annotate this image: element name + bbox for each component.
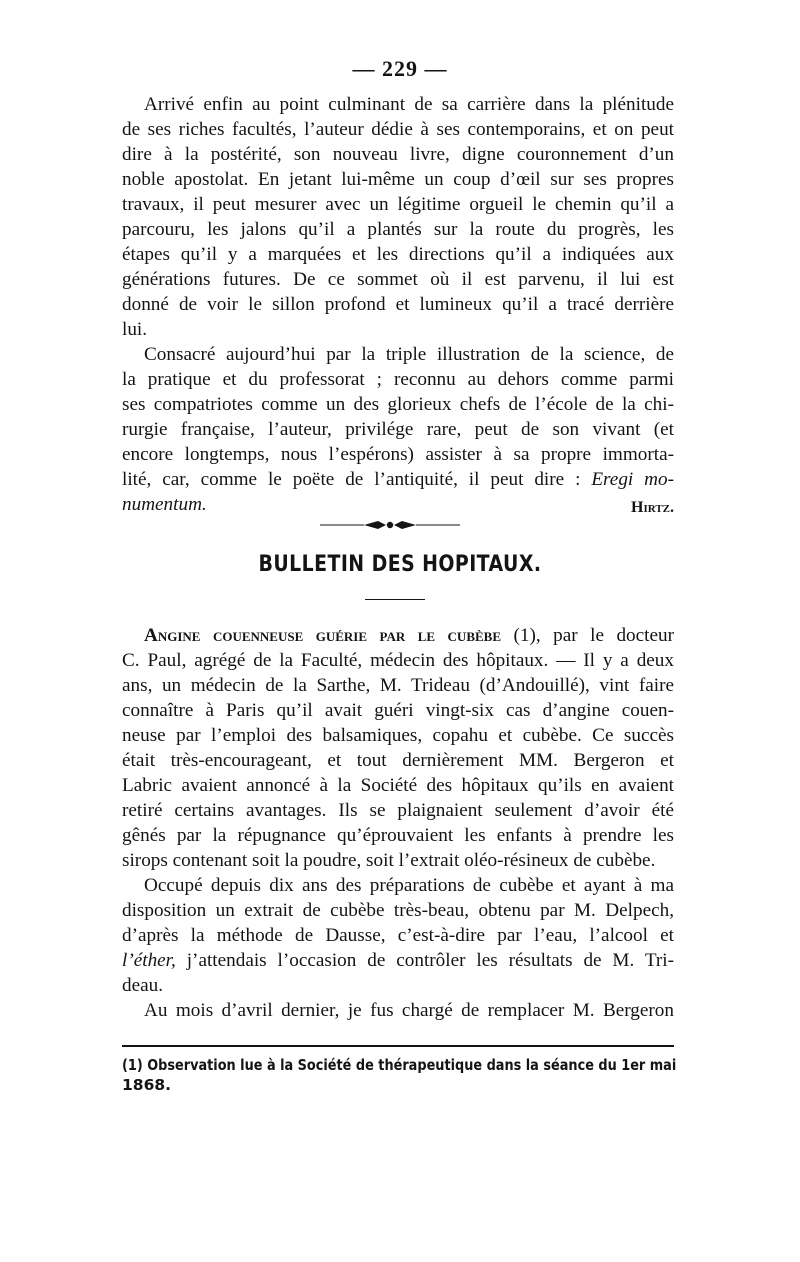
text-line: noble apostolat. En jetant lui-même un coup d’œil sur ses propres xyxy=(122,169,674,190)
text-line xyxy=(122,467,674,492)
text-line: donné de voir le sillon profond et lumineux qu’il a tracé derrière xyxy=(122,294,674,315)
section-heading: BULLETIN DES HOPITAUX. xyxy=(258,552,542,577)
paragraph-2 xyxy=(122,342,674,517)
author-signature: Hirtz. xyxy=(631,499,674,516)
text-line: retiré certains avantages. Ils se plaignaient seulement d’avoir été xyxy=(122,800,674,821)
heading-rule xyxy=(365,599,425,600)
article-title: Angine couenneuse guérie par le cubèbe xyxy=(144,625,502,646)
italic-term: l’éther, xyxy=(122,950,176,971)
text-line: Labric avaient annoncé à la Société des hôpitaux qu’ils en avaient xyxy=(122,775,674,796)
text-line: connaître à Paris qu’il avait guéri vingt-six cas d’angine couen- xyxy=(122,700,674,721)
text-run: (1), par le docteur xyxy=(513,625,674,646)
text-line xyxy=(122,948,674,973)
text-line: rurgie française, l’auteur, privilége rare, peut de son vivant (et xyxy=(122,419,674,440)
text-line: neuse par l’emploi des balsamiques, copahu et cubèbe. Ce succès xyxy=(122,725,674,746)
text-line: parcouru, les jalons qu’il a plantés sur la route du progrès, les xyxy=(122,219,674,240)
text-run: j’attendais l’occasion de contrôler les résultats de M. Tri- xyxy=(175,950,674,971)
text-line: dire à la postérité, son nouveau livre, digne couronnement d’un xyxy=(122,144,674,165)
text-line: gênés par la répugnance qu’éprouvaient les enfants à prendre les xyxy=(122,825,674,846)
text-line: de ses riches facultés, l’auteur dédie à ses contemporains, et on peut xyxy=(122,119,674,140)
footnote-line: (1) Observation lue à la Société de thérapeutique dans la séance du 1er mai xyxy=(122,1056,677,1074)
paragraph-1 xyxy=(122,92,674,342)
article-paragraph-1 xyxy=(122,623,674,873)
text-line: travaux, il peut mesurer avec un légitime orgueil le chemin qu’il a xyxy=(122,194,674,215)
footnote xyxy=(122,1055,677,1095)
text-line: lui. xyxy=(122,319,148,340)
text-line: sirops contenant soit la poudre, soit l’extrait oléo-résineux de cubèbe. xyxy=(122,850,656,871)
text-line: disposition un extrait de cubèbe très-beau, obtenu par M. Delpech, xyxy=(122,900,674,921)
text-line: ses compatriotes comme un des glorieux chefs de l’école de la chi- xyxy=(122,394,674,415)
ornament-divider-icon xyxy=(320,519,460,531)
text-line: la pratique et du professorat ; reconnu au dehors comme parmi xyxy=(122,369,674,390)
footnote-rule xyxy=(122,1045,674,1047)
text-line xyxy=(122,492,674,517)
footnote-line: 1868. xyxy=(122,1076,172,1094)
text-line: d’après la méthode de Dausse, c’est-à-dire par l’eau, l’alcool et xyxy=(122,925,674,946)
text-line: était très-encourageant, et tout dernièrement MM. Bergeron et xyxy=(122,750,674,771)
text-line: Au mois d’avril dernier, je fus chargé de remplacer M. Bergeron xyxy=(144,1000,674,1021)
text-line: Occupé depuis dix ans des préparations de cubèbe et ayant à ma xyxy=(144,875,674,896)
text-line: ans, un médecin de la Sarthe, M. Trideau (d’Andouillé), vint faire xyxy=(122,675,674,696)
text-line: encore longtemps, nous l’espérons) assister à sa propre immorta- xyxy=(122,444,674,465)
latin-quote-end: numentum. xyxy=(122,494,207,515)
text-run: lité, car, comme le poëte de l’antiquité, il peut dire : xyxy=(122,469,581,490)
text-line: C. Paul, agrégé de la Faculté, médecin des hôpitaux. — Il y a deux xyxy=(122,650,674,671)
text-line: Arrivé enfin au point culminant de sa carrière dans la plénitude xyxy=(144,94,674,115)
text-line xyxy=(122,623,674,648)
text-line: deau. xyxy=(122,975,164,996)
latin-quote: Eregi mo- xyxy=(591,469,674,490)
text-line: générations futures. De ce sommet où il est parvenu, il lui est xyxy=(122,269,674,290)
text-line: étapes qu’il y a marquées et les directions qu’il a indiquées aux xyxy=(122,244,674,265)
article-paragraph-2 xyxy=(122,873,674,1023)
text-line: Consacré aujourd’hui par la triple illustration de la science, de xyxy=(144,344,674,365)
page-number: — 229 — xyxy=(352,56,448,81)
